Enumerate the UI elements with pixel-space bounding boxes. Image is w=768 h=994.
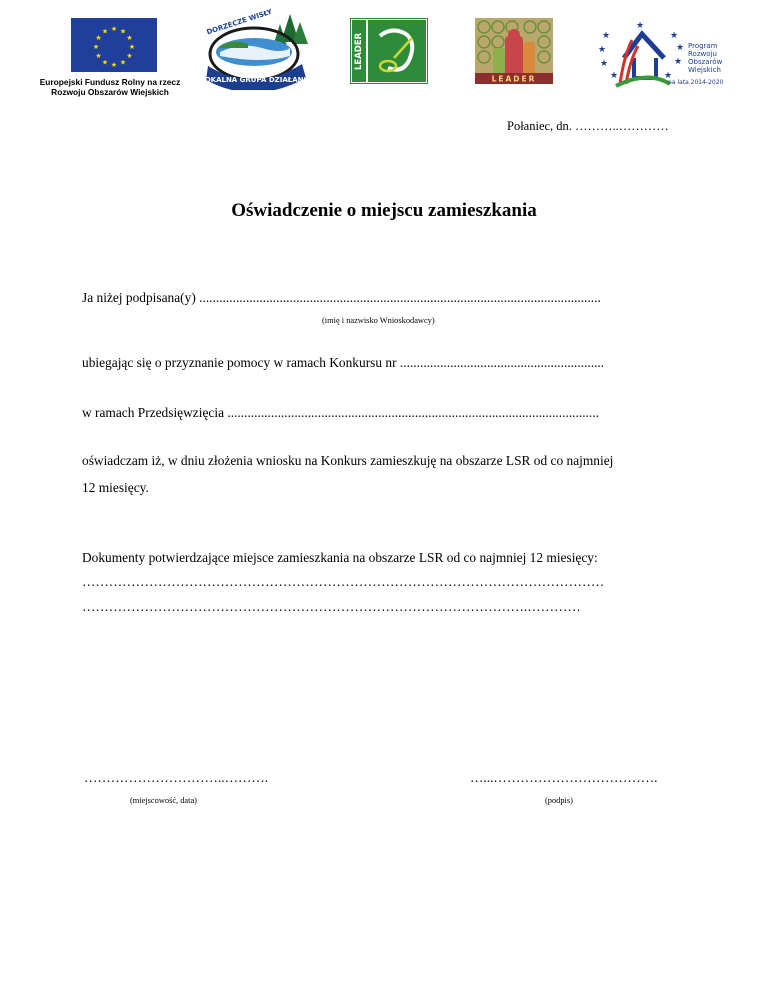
svg-text:★: ★ [663,71,673,81]
svg-text:★: ★ [126,52,133,60]
svg-text:★: ★ [92,43,100,51]
svg-text:★: ★ [95,52,102,60]
document-title: Oświadczenie o miejscu zamieszkania [231,200,537,221]
svg-text:★: ★ [110,25,118,33]
declarant-name-caption: (imię i nazwisko Wnioskodawcy) [322,316,435,325]
signature-caption: (podpis) [545,796,573,805]
svg-text:★: ★ [126,34,133,42]
svg-text:★: ★ [669,31,679,41]
svg-text:★: ★ [101,27,109,36]
svg-text:★: ★ [128,43,136,51]
place-date-signature-dots: …………………………..………. [84,770,269,785]
undertaking-line: w ramach Przedsięwzięcia ............................................................................................................... [82,405,599,420]
leader-community-logo [475,18,553,84]
declaration-line-2: 12 miesięcy. [82,480,149,495]
svg-text:★: ★ [119,27,127,36]
lgd-logo-top-text: DORZECZE WISŁY [205,8,274,37]
leader-community-logo-text: LEADER [491,74,537,84]
svg-text:★: ★ [635,21,645,31]
svg-text:★: ★ [119,58,127,67]
documents-dotted-line-1: ……………………………………………………………………………………………………… [82,574,605,589]
declarant-name-line: Ja niżej podpisana(y) ........................................................................................................................ [82,290,601,305]
eu-fund-caption [30,77,190,97]
prow-logo [598,20,726,90]
prow-text-line-3: Obszarów [688,58,723,66]
svg-text:★: ★ [101,58,109,67]
declaration-line-1: oświadczam iż, w dniu złożenia wniosku na Konkurs zamieszkuję na obszarze LSR od co najmniej [82,453,614,468]
lgd-dorzecze-wisly-logo [202,8,314,90]
prow-text-line-2: Rozwoju [688,50,717,58]
svg-text:★: ★ [599,59,609,69]
eu-caption-line-1: Europejski Fundusz Rolny na rzecz [39,77,181,87]
prow-text-line-1: Program [688,42,718,50]
svg-text:★: ★ [675,43,685,53]
leader-logo-text: LEADER [354,32,364,70]
svg-text:★: ★ [601,31,611,41]
lgd-logo-bottom-text: LOKALNA GRUPA DZIAŁANIA [202,76,312,84]
prow-text-line-4: Wiejskich [688,66,721,74]
leader-logo [350,18,428,84]
eu-stars-icon [71,18,157,72]
documents-dotted-line-2: ……………………………………………………………………………………….………… [82,599,581,614]
svg-text:★: ★ [673,57,683,67]
svg-text:★: ★ [609,71,619,81]
place-date-signature-caption: (miejscowość, data) [130,796,197,805]
eu-flag-logo [71,18,157,72]
contest-number-line: ubiegając się o przyznanie pomocy w ramach Konkursu nr ............................................................. [82,355,605,370]
eu-caption-line-2: Rozwoju Obszarów Wiejskich [51,87,169,97]
prow-years-text: na lata 2014-2020 [668,79,724,86]
documents-heading: Dokumenty potwierdzające miejsce zamieszkania na obszarze LSR od co najmniej 12 miesięcy: [82,550,598,565]
svg-text:★: ★ [110,61,118,69]
place-date-line: Połaniec, dn. ………..………… [507,119,669,133]
svg-text:★: ★ [95,34,102,42]
signature-dots: …...………………………………. [470,770,658,785]
svg-text:★: ★ [598,45,607,55]
